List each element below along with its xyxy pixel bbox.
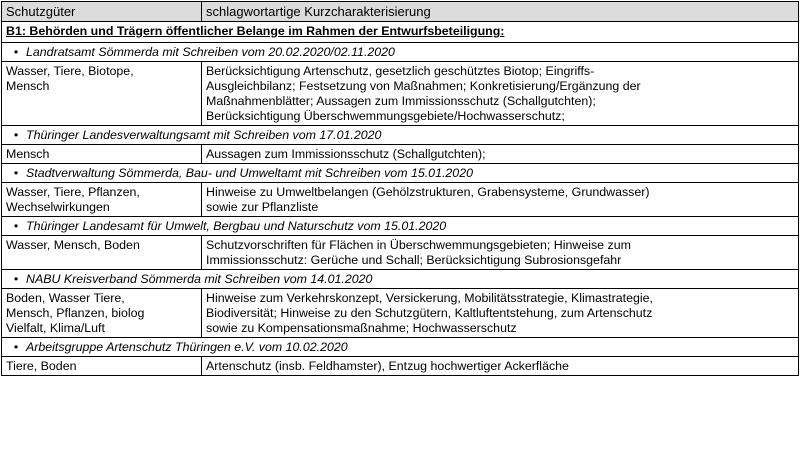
org-name: Landratsamt Sömmerda mit Schreiben vom 20.02.2020/02.11.2020: [26, 45, 395, 59]
description-line: Immissionsschutz: Gerüche und Schall; Berücksichtigung Subrosionsgefahr: [206, 253, 622, 267]
bullet-icon: •: [13, 45, 19, 59]
org-cell: [2, 270, 799, 289]
schutzgueter-cell: [2, 357, 202, 376]
schutzgueter-cell: [2, 289, 202, 338]
description-line: Hinweise zu Umweltbelangen (Gehölzstrukturen, Grabensysteme, Grundwasser): [206, 185, 650, 199]
description-cell: [202, 62, 799, 126]
schutzgueter-line: Vielfalt, Klima/Luft: [6, 321, 105, 335]
section-row: [2, 22, 799, 43]
schutzgueter-line: Wasser, Tiere, Pflanzen,: [6, 185, 140, 199]
schutzgueter-cell: [2, 183, 202, 217]
description-line: Aussagen zum Immissionsschutz (Schallgutchten);: [206, 147, 486, 161]
org-cell: [2, 217, 799, 236]
schutzgueter-line: Wechselwirkungen: [6, 200, 110, 214]
org-row: [2, 270, 799, 289]
org-row: [2, 338, 799, 357]
description-line: Schutzvorschriften für Flächen in Überschwemmungsgebieten; Hinweise zum: [206, 238, 631, 252]
description-line: Ausgleichbilanz; Festsetzung von Maßnahmen; Konkretisierung/Ergänzung der: [206, 79, 641, 93]
org-row: [2, 126, 799, 145]
description-line: Biodiversität; Hinweise zu den Schutzgütern, Kaltluftentstehung, zum Artenschutz: [206, 306, 653, 320]
description-line: sowie zur Pflanzliste: [206, 200, 319, 214]
table-header-row: [2, 2, 799, 22]
org-cell: [2, 338, 799, 357]
bullet-icon: •: [13, 340, 19, 354]
description-line: Maßnahmenblätter; Aussagen zum Immissionsschutz (Schallgutchten);: [206, 94, 596, 108]
description-cell: [202, 145, 799, 164]
bullet-icon: •: [13, 219, 19, 233]
schutzgueter-line: Tiere, Boden: [6, 359, 77, 373]
header-schutzgueter: Schutzgüter: [2, 2, 202, 22]
description-line: Berücksichtigung Artenschutz, gesetzlich geschütztes Biotop; Eingriffs-: [206, 64, 595, 78]
bullet-icon: •: [13, 272, 19, 286]
table-row: [2, 236, 799, 270]
section-title: B1: Behörden und Trägern öffentlicher Belange im Rahmen der Entwurfsbeteiligung:: [2, 22, 799, 43]
org-name: Thüringer Landesamt für Umwelt, Bergbau und Naturschutz vom 15.01.2020: [26, 219, 447, 233]
org-name: Stadtverwaltung Sömmerda, Bau- und Umweltamt mit Schreiben vom 15.01.2020: [26, 166, 473, 180]
org-name: Thüringer Landesverwaltungsamt mit Schreiben vom 17.01.2020: [26, 128, 382, 142]
description-line: Artenschutz (insb. Feldhamster), Entzug hochwertiger Ackerfläche: [206, 359, 569, 373]
stakeholder-table: [1, 1, 799, 376]
schutzgueter-cell: [2, 62, 202, 126]
org-row: [2, 164, 799, 183]
schutzgueter-line: Mensch: [6, 79, 50, 93]
bullet-icon: •: [13, 128, 19, 142]
table-row: [2, 289, 799, 338]
description-line: Hinweise zum Verkehrskonzept, Versickerung, Mobilitätsstrategie, Klimastrategie,: [206, 291, 653, 305]
table-row: [2, 357, 799, 376]
org-cell: [2, 43, 799, 62]
org-name: NABU Kreisverband Sömmerda mit Schreiben vom 14.01.2020: [26, 272, 373, 286]
org-row: [2, 217, 799, 236]
schutzgueter-cell: [2, 145, 202, 164]
org-name: Arbeitsgruppe Artenschutz Thüringen e.V. vom 10.02.2020: [26, 340, 348, 354]
bullet-icon: •: [13, 166, 19, 180]
description-line: sowie zu Kompensationsmaßnahme; Hochwasserschutz: [206, 321, 517, 335]
header-kurzcharakterisierung: schlagwortartige Kurzcharakterisierung: [202, 2, 799, 22]
table-row: [2, 145, 799, 164]
table-row: [2, 183, 799, 217]
description-cell: [202, 236, 799, 270]
schutzgueter-line: Wasser, Tiere, Biotope,: [6, 64, 134, 78]
table-row: [2, 62, 799, 126]
description-cell: [202, 357, 799, 376]
org-cell: [2, 126, 799, 145]
schutzgueter-line: Mensch, Pflanzen, biolog: [6, 306, 145, 320]
description-cell: [202, 183, 799, 217]
org-cell: [2, 164, 799, 183]
description-line: Berücksichtigung Überschwemmungsgebiete/Hochwasserschutz;: [206, 109, 565, 123]
schutzgueter-line: Boden, Wasser Tiere,: [6, 291, 125, 305]
schutzgueter-line: Wasser, Mensch, Boden: [6, 238, 140, 252]
schutzgueter-cell: [2, 236, 202, 270]
schutzgueter-line: Mensch: [6, 147, 50, 161]
description-cell: [202, 289, 799, 338]
org-row: [2, 43, 799, 62]
